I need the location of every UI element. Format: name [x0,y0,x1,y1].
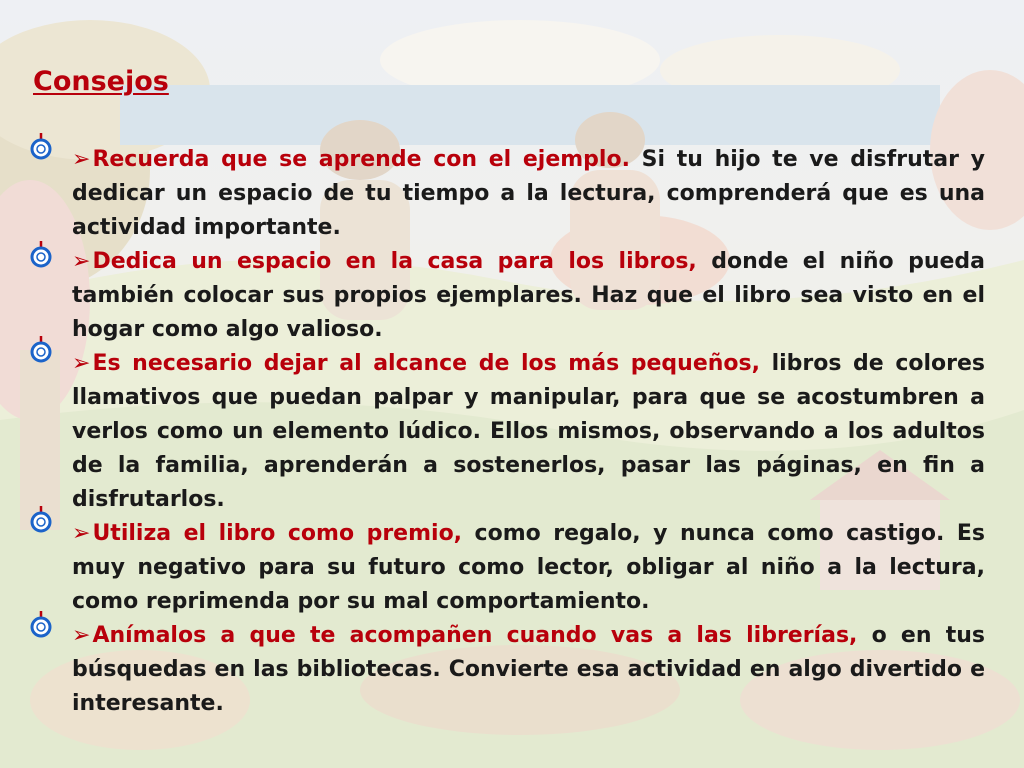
tip-lead: Utiliza el libro como premio, [92,521,463,546]
tip-lead: Es necesario dejar al alcance de los más pequeños, [92,351,760,376]
tip-item [72,517,985,619]
tip-item [72,347,985,517]
tip-lead: Recuerda que se aprende con el ejemplo. [92,147,630,172]
tip-text: como regalo, y nunca como castigo. Es muy negativo para su futuro como lector, obligar al niño a la lectura, como reprimenda por su mal comportamiento. [72,521,985,614]
arrow-bullet-icon: ➢ [72,249,91,274]
clock-bullet-icon [30,505,52,533]
tip-text: libros de colores llamativos que puedan palpar y manipular, para que se acostumbren a verlos como un elemento lúdico. Ellos mismos, observando a los adultos de la familia, aprenderán a sostenerlos, pasar las páginas, en fin a disfrutarlos. [72,351,985,512]
tip-lead: Dedica un espacio en la casa para los libros, [92,249,697,274]
tip-text: o en tus búsquedas en las bibliotecas. Convierte esa actividad en algo divertido e interesante. [72,623,985,716]
tip-item [72,245,985,347]
tips-list [72,143,985,721]
clock-bullet-icon [30,610,52,638]
arrow-bullet-icon: ➢ [72,147,91,172]
clock-bullet-icon [30,335,52,363]
arrow-bullet-icon: ➢ [72,351,91,376]
slide-title: Consejos [33,66,169,97]
clock-bullet-icon [30,132,52,160]
tip-lead: Anímalos a que te acompañen cuando vas a las librerías, [92,623,858,648]
arrow-bullet-icon: ➢ [72,623,91,648]
clock-bullet-icon [30,240,52,268]
tip-text: donde el niño pueda también colocar sus propios ejemplares. Haz que el libro sea visto en el hogar como algo valioso. [72,249,985,342]
tip-item [72,619,985,721]
tip-text: Si tu hijo te ve disfrutar y dedicar un espacio de tu tiempo a la lectura, comprenderá que es una actividad importante. [72,147,985,240]
arrow-bullet-icon: ➢ [72,521,91,546]
tip-item [72,143,985,245]
